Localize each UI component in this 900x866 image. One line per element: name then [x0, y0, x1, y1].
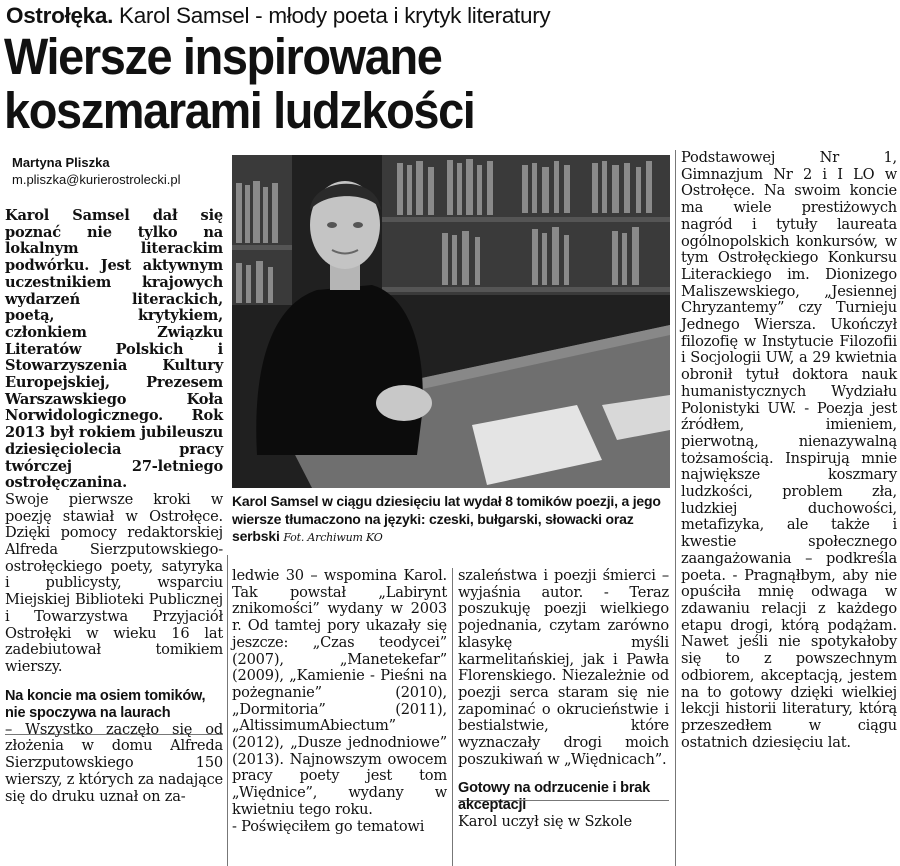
author-name: Martyna Pliszka — [12, 155, 110, 170]
article-photo — [232, 155, 670, 488]
caption-text: Karol Samsel w ciągu dziesięciu lat wydał 8 tomików poezji, a jego wiersze tłumaczono na języki: czeski, bułgarski, słowacki oraz serbski — [232, 493, 661, 544]
paragraph: Karol uczył się w Szkole — [458, 813, 632, 831]
paragraph: szaleństwa i poezji śmierci – wyjaśnia autor. - Teraz poszukuję poezji wielkiego pojednania, czytam zarówno klasykę myśli karmelitańskiej, jak i Pawła Florenskiego. Niezależnie od poezji serca staram się nie zapominać o okrucieństwie i bestialstwie, które wyznaczały drogi moich poszukiwań w „Więdnicach”. — [458, 567, 669, 768]
text-column-4 — [681, 150, 897, 751]
photo-credit: Fot. Archiwum KO — [283, 531, 383, 544]
author-email[interactable]: m.pliszka@kurierostrolecki.pl — [12, 172, 181, 187]
portrait-illustration — [232, 155, 670, 488]
paragraph: ledwie 30 – wspomina Karol. Tak powstał „Labirynt znikomości” wydany w 2003 r. Od tamtej pory ukazały się jeszcze: „Czas teodycei” (2007), „Manetekefar” (2009), „Kamienie - Pieśni na pożegnanie” (2010), „Dormitoria” (2011), „AltissimumAbiectum” (2012), „Dusze jednodniowe” (2013). Najnowszym owocem pracy poety jest tom „Więdnice”, wydany w kwietniu tego roku. — [232, 567, 447, 818]
kicker-place: Ostrołęka. — [6, 3, 114, 28]
article-headline: Wiersze inspirowane koszmarami ludzkości — [4, 28, 475, 139]
text-column-3 — [458, 568, 669, 831]
subheading: Gotowy na odrzucenie i brak akceptacji — [458, 780, 650, 814]
photo-caption — [232, 493, 672, 547]
paragraph: Podstawowej Nr 1, Gimnazjum Nr 2 i I LO w Ostrołęce. Na swoim koncie ma wiele prestiżowych nagród i tytuły laureata ogólnopolskich konkursów, w tym Ostrołęckiego Konkursu Literackiego im. Dionizego Maliszewskiego, „Jesiennej Chryzantemy” czy Turnieju Jednego Wiersza. Ukończył filozofię w Instytucie Filozofii i Socjologii UW, a 29 kwietnia obronił tytuł doktora nauk humanistycznych Wydziału Polonistyki UW. - Poezja jest źródłem, imieniem, pierwotną, nienazywalną tożsamością. Inspirują mnie największe koszmary ludzkości, problem zła, ludzkiej duchowości, metafizyka, ale także i kwestie społecznego zaangażowania – podkreśla poeta. - Pragnąłbym, aby nie opuściła mnię odwaga w zdawaniu relacji z każdego etapu drogi, którą podążam. Nawet jeśli nie spotykałoby się to z powszechnym odbiorem, akceptacją, jestem na to gotowy dzięki wielkiej lekcji historii literatury, którą przeszedłem w ciągu ostatnich dziesięciu lat. — [681, 149, 897, 751]
text-column-2 — [232, 568, 447, 835]
column-rule — [675, 150, 676, 866]
paragraph: Swoje pierwsze kroki w poezję stawiał w Ostrołęce. Dzięki pomocy redaktorskiej Alfreda Sierzputowskiego- ostrołęckiego poety, satyryka i publicysty, wsparciu Miejskiej Biblioteki Publicznej i Towarzystwa Przyjaciół Ostrołęki w wieku 16 lat zadebiutował tomikiem wierszy. — [5, 490, 223, 675]
column-rule — [227, 555, 228, 866]
column-rule — [452, 568, 453, 866]
subheading: Na koncie ma osiem tomików, nie spoczywa na laurach — [5, 687, 206, 721]
kicker-text: Karol Samsel - młody poeta i krytyk literatury — [119, 3, 551, 28]
text-column-1 — [5, 208, 223, 805]
paragraph: - Poświęciłem go tematowi — [232, 817, 425, 835]
lead-paragraph: Karol Samsel dał się poznać nie tylko na lokalnym literackim podwórku. Jest aktywnym uczestnikiem krajowych wydarzeń literackich, poetą, krytykiem, członkiem Związku Literatów Polskich i Stowarzyszenia Kultury Europejskiej, Prezesem Warszawskiego Koła Norwidologicznego. Rok 2013 był rokiem jubileuszu dziesięciolecia pracy twórczej 27-letniego ostrołęczanina. — [5, 207, 223, 492]
article-kicker — [6, 2, 896, 30]
paragraph: – Wszystko zaczęło się od złożenia w domu Alfreda Sierzputowskiego 150 wierszy, z których za nadające się do druku uznał on za- — [5, 720, 223, 805]
